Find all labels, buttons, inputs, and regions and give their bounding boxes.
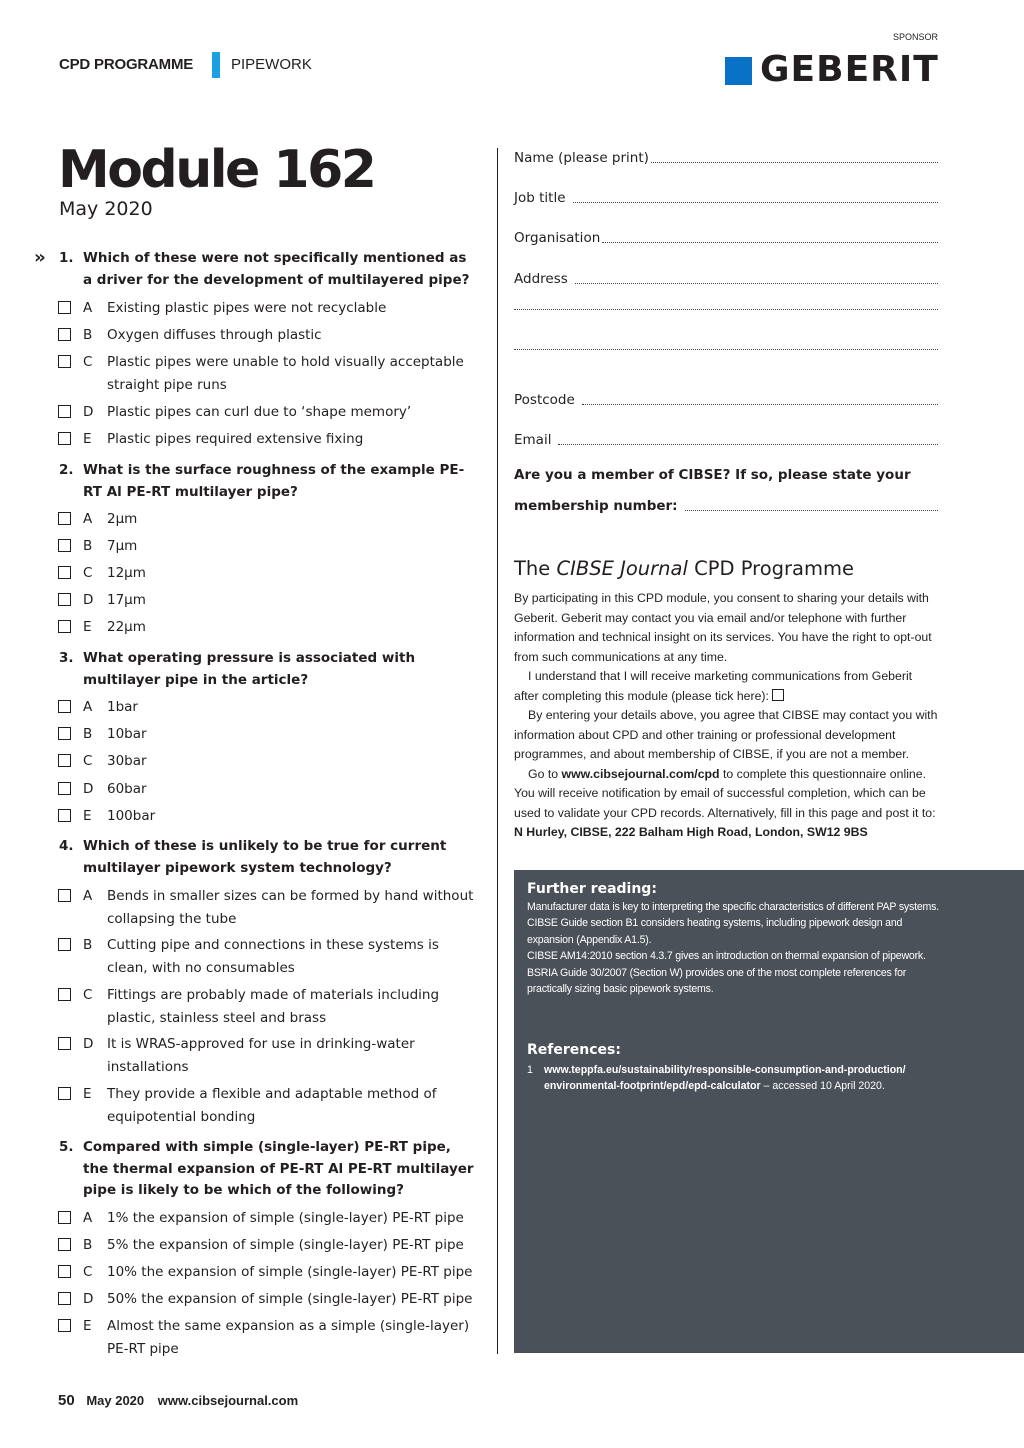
answer-text: 100bar xyxy=(107,808,156,824)
reference-text xyxy=(544,1062,944,1095)
job-title-field[interactable] xyxy=(514,188,938,208)
answer-letter: D xyxy=(83,781,94,797)
membership-number-field[interactable] xyxy=(514,496,938,516)
answer-text: Cutting pipe and connections in these systems is clean, with no consumables xyxy=(107,937,439,976)
footer-date: May 2020 xyxy=(86,1393,145,1408)
question-number: 4. xyxy=(59,838,74,854)
address-field[interactable] xyxy=(514,269,938,289)
job-title-label: Job title xyxy=(514,190,566,206)
question-number: 1. xyxy=(59,250,74,266)
answer-checkbox[interactable] xyxy=(58,355,71,368)
marketing-text: I understand that I will receive marketing communications from Geberit after completing this module (please tick here): xyxy=(514,669,913,703)
further-reading-line: BSRIA Guide 30/2007 (Section W) provides one of the most complete references for practically sizing basic pipework systems. xyxy=(527,966,907,996)
organisation-label: Organisation xyxy=(514,230,601,246)
organisation-field[interactable] xyxy=(514,228,938,248)
question-text: Which of these were not specifically mentioned as a driver for the development of multilayered pipe? xyxy=(83,250,470,288)
reference-note: – accessed 10 April 2020. xyxy=(760,1080,885,1093)
answer-checkbox[interactable] xyxy=(58,539,71,552)
reference-url[interactable]: www.teppfa.eu/sustainability/responsible-consumption-and-production/ environmental-footprint/epd/epd-calculator xyxy=(544,1064,906,1093)
answer-text: 50% the expansion of simple (single-layer) PE-RT pipe xyxy=(107,1291,473,1307)
question-text: What operating pressure is associated with multilayer pipe in the article? xyxy=(83,650,416,688)
answer-checkbox[interactable] xyxy=(58,727,71,740)
answer-checkbox[interactable] xyxy=(58,566,71,579)
question-text: Which of these is unlikely to be true for current multilayer pipework system technology? xyxy=(83,838,447,876)
further-reading-heading: Further reading: xyxy=(527,881,657,897)
further-reading-line: CIBSE Guide section B1 considers heating systems, including pipework design and expansion (Appendix A1.5). xyxy=(527,917,903,946)
section-label: CPD PROGRAMME xyxy=(59,56,194,73)
answer-checkbox[interactable] xyxy=(58,328,71,341)
answer-text: 12µm xyxy=(107,565,146,581)
answer-text: 7µm xyxy=(107,538,138,554)
answer-letter: B xyxy=(83,1237,93,1253)
question-number: 2. xyxy=(59,462,74,478)
programme-heading-journal: CIBSE Journal xyxy=(556,557,688,580)
answer-text: 1% the expansion of simple (single-layer) PE-RT pipe xyxy=(107,1210,464,1226)
answer-checkbox[interactable] xyxy=(58,1087,71,1100)
answer-checkbox[interactable] xyxy=(58,1211,71,1224)
answer-text: Almost the same expansion as a simple (single-layer) PE-RT pipe xyxy=(107,1318,470,1357)
answer-text: 2µm xyxy=(107,511,138,527)
name-input-line[interactable] xyxy=(651,148,938,163)
answer-letter: D xyxy=(83,1291,94,1307)
further-reading-body xyxy=(527,899,947,997)
answer-text: 5% the expansion of simple (single-layer) PE-RT pipe xyxy=(107,1237,464,1253)
answer-checkbox[interactable] xyxy=(58,889,71,902)
answer-checkbox[interactable] xyxy=(58,782,71,795)
question-number: 5. xyxy=(59,1139,74,1155)
answer-checkbox[interactable] xyxy=(58,1292,71,1305)
answer-checkbox[interactable] xyxy=(58,301,71,314)
double-chevron-right-icon: ›› xyxy=(34,247,43,268)
answer-text: Plastic pipes required extensive fixing xyxy=(107,431,364,447)
answer-checkbox[interactable] xyxy=(58,754,71,767)
answer-text: 10bar xyxy=(107,726,147,742)
cibse-contact-paragraph: By entering your details above, you agree that CIBSE may contact you with information about CPD and other training or professional development programmes, and about membership of CIBSE, if you are not a member. xyxy=(514,708,938,761)
online-text-pre: Go to xyxy=(528,766,562,781)
geberit-logo-square-icon xyxy=(725,57,752,85)
postcode-label: Postcode xyxy=(514,392,575,408)
sponsor-logo: GEBERIT xyxy=(760,49,939,90)
name-label: Name (please print) xyxy=(514,150,649,166)
answer-checkbox[interactable] xyxy=(58,1037,71,1050)
job-title-input-line[interactable] xyxy=(573,188,939,203)
answer-letter: A xyxy=(83,511,93,527)
answer-letter: C xyxy=(83,565,93,581)
answer-letter: A xyxy=(83,300,93,316)
postcode-field[interactable] xyxy=(514,390,938,410)
answer-text: It is WRAS-approved for use in drinking-water installations xyxy=(107,1036,415,1075)
further-reading-panel xyxy=(514,870,1024,1353)
answer-checkbox[interactable] xyxy=(58,700,71,713)
marketing-opt-in-checkbox[interactable] xyxy=(772,689,784,701)
answer-letter: B xyxy=(83,327,93,343)
answer-letter: C xyxy=(83,1264,93,1280)
footer-url[interactable]: www.cibsejournal.com xyxy=(157,1393,299,1408)
answer-checkbox[interactable] xyxy=(58,1265,71,1278)
answer-checkbox[interactable] xyxy=(58,1319,71,1332)
address-input-line-2[interactable] xyxy=(514,309,938,310)
answer-text: 17µm xyxy=(107,592,146,608)
cpd-link[interactable]: www.cibsejournal.com/cpd xyxy=(561,766,720,781)
membership-question: Are you a member of CIBSE? If so, please state your xyxy=(514,467,911,483)
question-number: 3. xyxy=(59,650,74,666)
address-input-line-3[interactable] xyxy=(514,349,938,350)
answer-letter: D xyxy=(83,404,94,420)
address-field-line-3[interactable] xyxy=(514,349,938,355)
answer-text: 30bar xyxy=(107,753,147,769)
address-input-line-1[interactable] xyxy=(575,269,938,284)
answer-letter: C xyxy=(83,354,93,370)
sponsor-label: SPONSOR xyxy=(893,32,939,42)
answer-text: Fittings are probably made of materials including plastic, stainless steel and brass xyxy=(107,987,440,1026)
module-title: Module 162 xyxy=(58,140,375,200)
answer-checkbox[interactable] xyxy=(58,809,71,822)
programme-heading xyxy=(514,556,854,582)
programme-body xyxy=(514,589,938,843)
email-field[interactable] xyxy=(514,430,938,450)
answer-text: Plastic pipes were unable to hold visually acceptable straight pipe runs xyxy=(107,354,464,393)
page-number: 50 xyxy=(58,1392,75,1409)
question-text: What is the surface roughness of the example PE-RT Al PE-RT multilayer pipe? xyxy=(83,462,465,500)
answer-text: 22µm xyxy=(107,619,146,635)
answer-checkbox[interactable] xyxy=(58,1238,71,1251)
topic-label: PIPEWORK xyxy=(231,56,312,73)
marketing-paragraph xyxy=(514,667,938,706)
answer-text: Existing plastic pipes were not recyclable xyxy=(107,300,387,316)
answer-checkbox[interactable] xyxy=(58,432,71,445)
postal-address: N Hurley, CIBSE, 222 Balham High Road, London, SW12 9BS xyxy=(514,825,868,839)
answer-text: 10% the expansion of simple (single-layer) PE-RT pipe xyxy=(107,1264,473,1280)
column-divider xyxy=(497,148,498,1354)
further-reading-line: CIBSE AM14:2010 section 4.3.7 gives an introduction on thermal expansion of pipework. xyxy=(527,950,926,963)
consent-paragraph: By participating in this CPD module, you consent to sharing your details with Geberit. Geberit may contact you via email and/or telephone with further information and technical insight on its services. You have the right to opt-out from such communications at any time. xyxy=(514,591,932,664)
question-text: Compared with simple (single-layer) PE-RT pipe, the thermal expansion of PE-RT Al PE-RT multilayer pipe is likely to be which of the following? xyxy=(83,1139,474,1198)
answer-checkbox[interactable] xyxy=(58,938,71,951)
further-reading-line: Manufacturer data is key to interpreting the specific characteristics of different PAP systems. xyxy=(527,901,940,913)
references-heading: References: xyxy=(527,1042,621,1058)
answer-letter: E xyxy=(83,808,92,824)
answer-checkbox[interactable] xyxy=(58,988,71,1001)
answer-text: Bends in smaller sizes can be formed by hand without collapsing the tube xyxy=(107,888,474,927)
answer-text: 1bar xyxy=(107,699,138,715)
answer-checkbox[interactable] xyxy=(58,405,71,418)
answer-letter: B xyxy=(83,726,93,742)
name-field[interactable] xyxy=(514,148,938,168)
answer-letter: E xyxy=(83,1086,92,1102)
page-footer xyxy=(58,1392,298,1410)
answer-text: 60bar xyxy=(107,781,147,797)
section-divider-bar xyxy=(212,52,220,78)
programme-heading-post: CPD Programme xyxy=(687,557,854,580)
answer-text: Plastic pipes can curl due to ‘shape memory’ xyxy=(107,404,412,420)
module-date: May 2020 xyxy=(59,198,153,220)
programme-heading-pre: The xyxy=(514,557,557,580)
answer-letter: A xyxy=(83,699,93,715)
answer-letter: E xyxy=(83,1318,92,1334)
address-label: Address xyxy=(514,271,568,287)
answer-letter: A xyxy=(83,1210,93,1226)
online-paragraph xyxy=(514,765,938,843)
postcode-input-line[interactable] xyxy=(582,390,938,405)
answer-letter: B xyxy=(83,937,93,953)
answer-text: Oxygen diffuses through plastic xyxy=(107,327,322,343)
answer-letter: E xyxy=(83,619,92,635)
answer-letter: A xyxy=(83,888,93,904)
answer-checkbox[interactable] xyxy=(58,620,71,633)
address-field-line-2[interactable] xyxy=(514,309,938,315)
online-text-post: to complete this questionnaire online. You will receive notification by email of successful completion, which can be used to validate your CPD records. Alternatively, fill in this page and post it to: xyxy=(514,766,936,820)
organisation-input-line[interactable] xyxy=(602,228,938,243)
membership-number-input-line[interactable] xyxy=(685,496,938,511)
answer-letter: E xyxy=(83,431,92,447)
answer-checkbox[interactable] xyxy=(58,593,71,606)
answer-checkbox[interactable] xyxy=(58,512,71,525)
membership-number-label: membership number: xyxy=(514,498,678,514)
answer-text: They provide a flexible and adaptable method of equipotential bonding xyxy=(107,1086,437,1125)
reference-number: 1 xyxy=(527,1064,533,1076)
email-input-line[interactable] xyxy=(558,430,938,445)
answer-letter: C xyxy=(83,987,93,1003)
answer-letter: D xyxy=(83,592,94,608)
email-label: Email xyxy=(514,432,552,448)
answer-letter: C xyxy=(83,753,93,769)
answer-letter: B xyxy=(83,538,93,554)
answer-letter: D xyxy=(83,1036,94,1052)
